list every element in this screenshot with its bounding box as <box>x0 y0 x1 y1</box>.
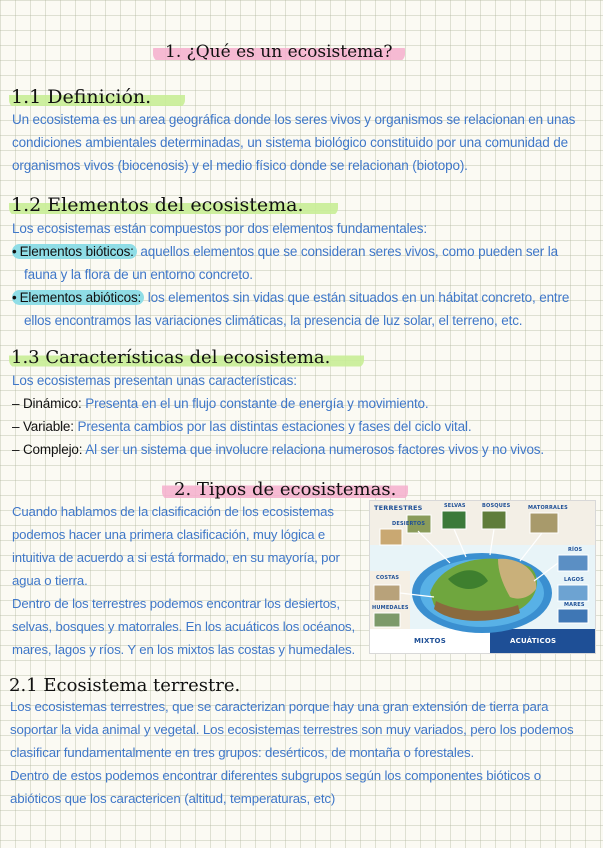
heading-1-3 <box>9 347 364 368</box>
types-line: podemos hacer una primera clasificación, muy lógica e <box>12 527 326 542</box>
types-line: Cuando hablamos de la clasificación de los ecosistemas <box>12 504 334 519</box>
heading-1-1 <box>9 86 185 108</box>
bullet-bioticos-text: aquellos elementos que se consideran seres vivos, como pueden ser la <box>136 244 558 259</box>
characteristics-intro: Los ecosistemas presentan unas características: <box>12 373 297 388</box>
ig-label-rios: RÍOS <box>568 547 583 553</box>
bullet-abioticos <box>12 286 600 309</box>
terrestrial-line: abióticos que los caractericen (altitud, temperaturas, etc) <box>10 791 336 806</box>
types-line: mares, lagos y ríos. Y en los mixtos las costas y humedales. <box>12 642 356 657</box>
bullet-bioticos <box>12 240 600 263</box>
terrestrial-line: Dentro de estos podemos encontrar diferentes subgrupos según los componentes bióticos o <box>10 768 541 783</box>
heading-1-2 <box>9 194 338 216</box>
bullet-dot-icon: • <box>12 244 17 259</box>
bullet-dot-icon: • <box>12 290 17 305</box>
section-1-title: 1. ¿Qué es un ecosistema? <box>153 42 405 62</box>
definition-line: Un ecosistema es un area geográfica donde los seres vivos y organismos se relacionan en unas <box>12 112 576 127</box>
terrestrial-paragraph <box>10 695 600 810</box>
ig-label-desiertos: DESIERTOS <box>392 521 426 527</box>
terrestrial-line: soportar la vida animal y vegetal. Los ecosistemas terrestres son muy variados, pero los podemos <box>10 722 574 737</box>
definition-paragraph <box>12 108 600 177</box>
ig-label-acuaticos: ACUÁTICOS <box>510 637 557 645</box>
types-paragraph <box>12 500 366 661</box>
characteristic-item: – Complejo: Al ser un sistema que involucre relaciona numerosos factores vivos y no vivos. <box>12 442 545 457</box>
heading-2-1 <box>9 675 240 696</box>
ig-label-bosques: BOSQUES <box>482 503 511 509</box>
ig-label-lagos: LAGOS <box>564 577 585 583</box>
ig-label-mixtos: MIXTOS <box>414 637 446 645</box>
terrestrial-line: clasificar fundamentalmente en tres grupos: desérticos, de montaña o forestales. <box>10 745 474 760</box>
definition-line: condiciones ambientales determinadas, un sistema biológico constituido por una comunidad de <box>12 135 568 150</box>
heading-1-1-title: 1.1 Definición. <box>9 86 185 108</box>
terrestrial-line: Los ecosistemas terrestres, que se caracterizan porque hay una gran extensión de tierra para <box>10 699 549 714</box>
bullet-abioticos-label: • Elementos abióticos: <box>12 290 144 305</box>
heading-2-1-title: 2.1 Ecosistema terrestre. <box>9 675 241 696</box>
types-line: agua o tierra. <box>12 573 88 588</box>
bullet-bioticos-cont: fauna y la flora de un entorno concreto. <box>24 267 253 282</box>
heading-1-3-title: 1.3 Características del ecosistema. <box>9 347 364 368</box>
ig-label-matorrales: MATORRALES <box>528 505 568 511</box>
definition-line: organismos vivos (biocenosis) y el medio físico donde se relacionan (biotopo). <box>12 158 468 173</box>
ig-label-terrestres: TERRESTRES <box>374 504 423 512</box>
characteristic-item: – Variable: Presenta cambios por las distintas estaciones y fases del ciclo vital. <box>12 419 472 434</box>
bullet-bioticos-label: • Elementos bióticos: <box>12 244 137 259</box>
ecosystems-infographic <box>369 500 596 654</box>
bullet-abioticos-text: los elementos sin vidas que están situados en un hábitat concreto, entre <box>144 290 570 305</box>
ig-label-mares: MARES <box>564 602 585 608</box>
types-line: intuitiva de acuerdo a si está formado, en su mayoría, por <box>12 550 340 565</box>
bullet-abioticos-cont: ellos encontramos las variaciones climáticas, la presencia de luz solar, el terreno, etc. <box>24 313 523 328</box>
types-line: selvas, bosques y matorrales. En los acuáticos los océanos, <box>12 619 355 634</box>
ig-label-costas: COSTAS <box>376 575 400 581</box>
elements-section <box>12 217 600 332</box>
heading-1-2-title: 1.2 Elementos del ecosistema. <box>9 194 338 216</box>
elements-intro: Los ecosistemas están compuestos por dos elementos fundamentales: <box>12 221 427 236</box>
characteristic-item: – Dinámico: Presenta en el un flujo constante de energía y movimiento. <box>12 396 429 411</box>
section-2-title: 2. Tipos de ecosistemas. <box>162 479 408 500</box>
ig-label-humedales: HUMEDALES <box>372 605 409 611</box>
ig-label-selvas: SELVAS <box>444 503 466 509</box>
section-1-heading <box>153 42 405 62</box>
characteristics-section <box>12 369 600 461</box>
types-line: Dentro de los terrestres podemos encontrar los desiertos, <box>12 596 340 611</box>
section-2-heading <box>162 479 408 500</box>
